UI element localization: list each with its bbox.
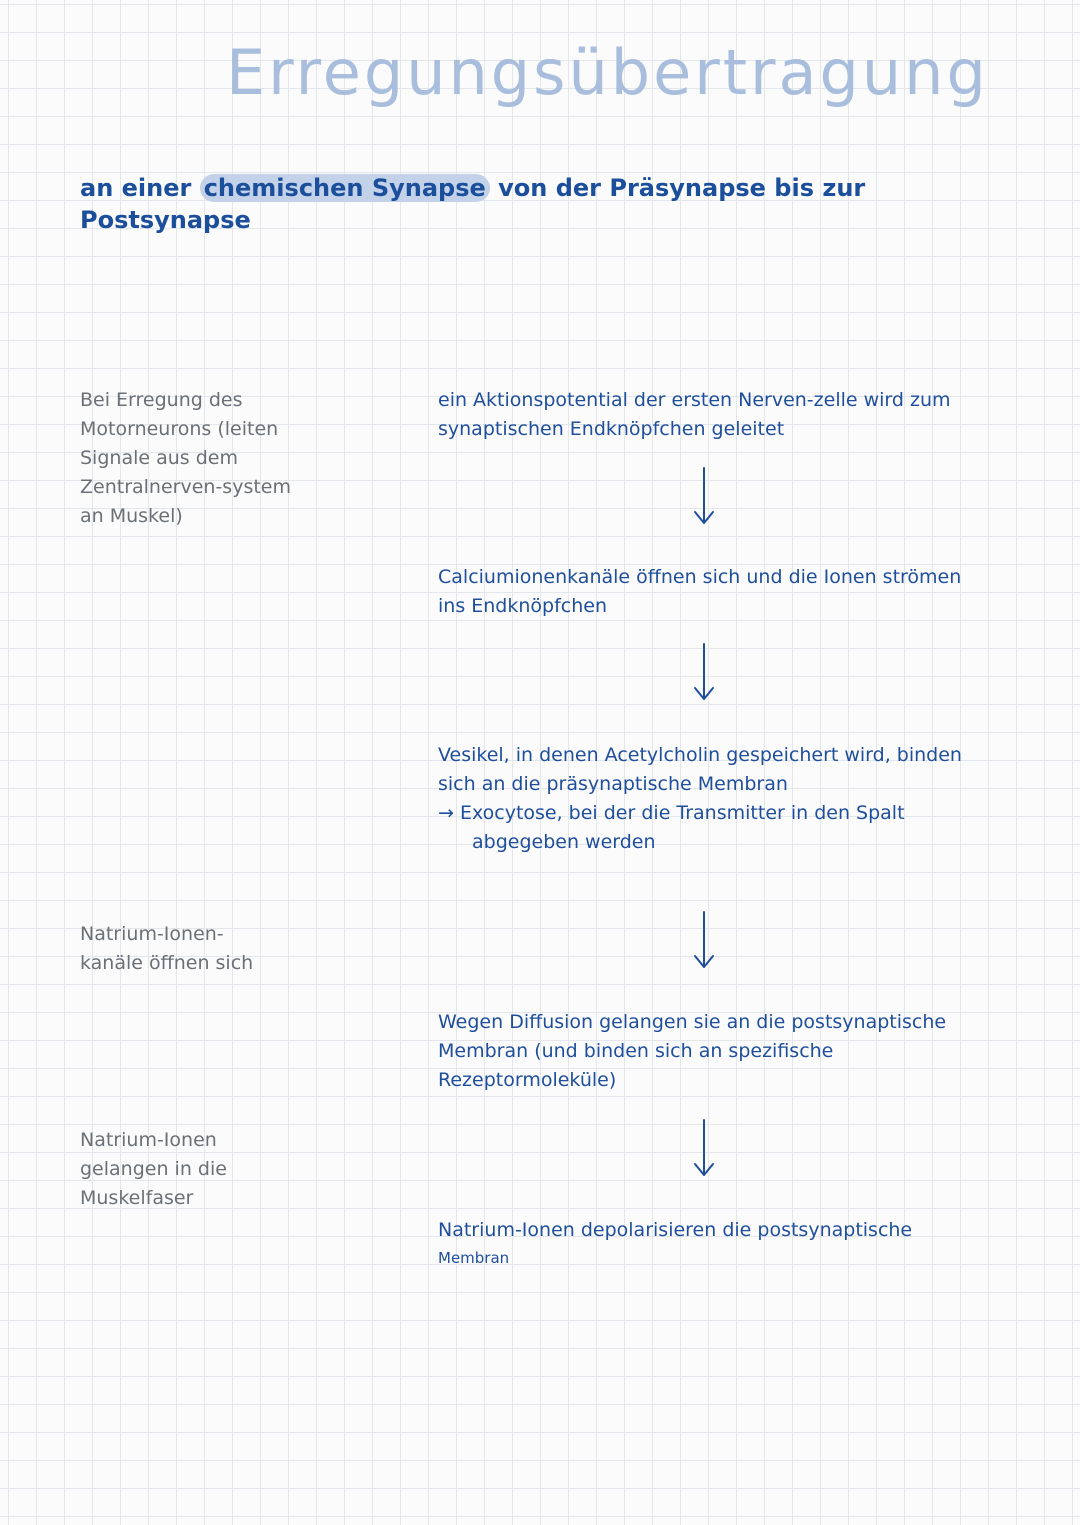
step-exocytosis: → Exocytose, bei der die Transmitter in den Spalt abgegeben werden	[438, 802, 905, 853]
step-depolarization-membrane: Membran	[438, 1249, 510, 1267]
subtitle-text-2: von der Präsynapse bis zur Postsynapse	[80, 174, 866, 234]
step-calcium-channels: Calciumionenkanäle öffnen sich und die Ionen strömen ins Endknöpfchen	[438, 566, 962, 617]
down-arrow-icon	[692, 910, 716, 970]
down-arrow-icon	[692, 642, 716, 702]
down-arrow-icon	[692, 1118, 716, 1178]
page-subtitle	[80, 172, 1010, 236]
page-title: Erregungsübertragung	[226, 36, 989, 109]
step-vesicles-text: Vesikel, in denen Acetylcholin gespeichert wird, binden sich an die präsynaptische Membran	[438, 744, 962, 795]
side-note-natrium-channels: Natrium-Ionen-kanäle öffnen sich	[80, 923, 254, 974]
step-depolarization-text: Natrium-Ionen depolarisieren die postsynaptische	[438, 1219, 913, 1241]
step-action-potential: ein Aktionspotential der ersten Nerven-zelle wird zum synaptischen Endknöpfchen geleitet	[438, 389, 951, 440]
step-depolarization	[438, 1216, 983, 1271]
subtitle-text-1: an einer	[80, 174, 200, 202]
side-note-natrium-ions: Natrium-Ionen gelangen in die Muskelfaser	[80, 1129, 227, 1209]
down-arrow-icon	[692, 466, 716, 526]
step-vesicles	[438, 741, 983, 857]
side-note-motorneuron: Bei Erregung des Motorneurons (leiten Signale aus dem Zentralnerven-system an Muskel)	[80, 389, 291, 527]
step-diffusion: Wegen Diffusion gelangen sie an die postsynaptische Membran (und binden sich an spezifische Rezeptormoleküle)	[438, 1011, 947, 1091]
subtitle-highlight: chemischen Synapse	[200, 174, 490, 202]
